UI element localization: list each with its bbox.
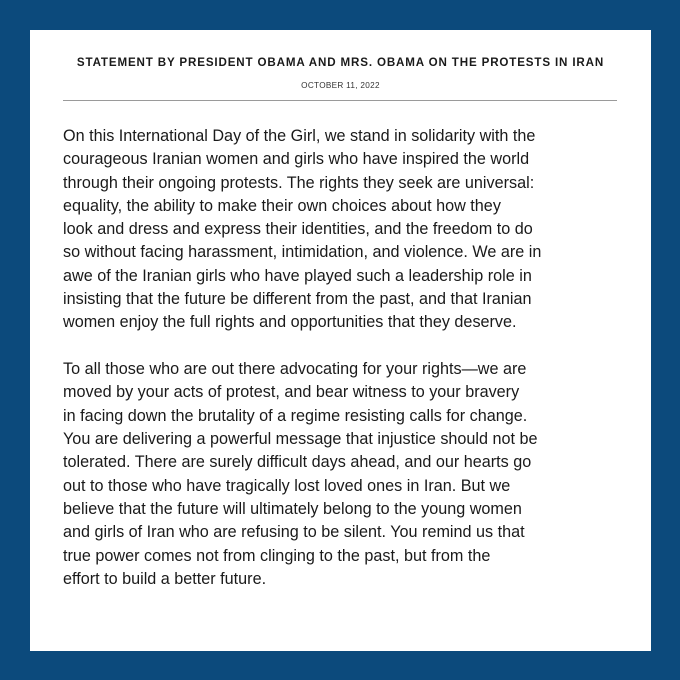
text-line: women enjoy the full rights and opportunities that they deserve. bbox=[63, 313, 517, 332]
text-line: equality, the ability to make their own choices about how they bbox=[63, 196, 501, 215]
text-line: in facing down the brutality of a regime resisting calls for change. bbox=[63, 406, 528, 425]
text-line: awe of the Iranian girls who have played such a leadership role in bbox=[63, 266, 532, 285]
divider bbox=[63, 100, 617, 101]
text-line: On this International Day of the Girl, we stand in solidarity with the bbox=[63, 127, 536, 145]
text-line: so without facing harassment, intimidation, and violence. We are in bbox=[63, 243, 542, 262]
text-line: through their ongoing protests. The rights they seek are universal: bbox=[63, 173, 535, 192]
text-line: look and dress and express their identities, and the freedom to do bbox=[63, 220, 533, 239]
paragraph bbox=[63, 358, 623, 591]
statement-card bbox=[30, 30, 651, 651]
statement-date: OCTOBER 11, 2022 bbox=[301, 81, 380, 90]
text-line: To all those who are out there advocating for your rights—we are bbox=[63, 360, 527, 379]
text-line: You are delivering a powerful message that injustice should not be bbox=[63, 430, 538, 449]
text-line: and girls of Iran who are refusing to be silent. You remind us that bbox=[63, 523, 525, 542]
statement-title: STATEMENT BY PRESIDENT OBAMA AND MRS. OBAMA ON THE PROTESTS IN IRAN bbox=[76, 56, 605, 69]
text-line: true power comes not from clinging to the past, but from the bbox=[63, 546, 491, 565]
text-line: effort to build a better future. bbox=[63, 569, 267, 588]
paragraph bbox=[63, 125, 623, 335]
statement-body bbox=[63, 125, 623, 615]
text-line: out to those who have tragically lost loved ones in Iran. But we bbox=[63, 476, 511, 495]
text-line: insisting that the future be different from the past, and that Iranian bbox=[63, 290, 532, 309]
text-line: tolerated. There are surely difficult days ahead, and our hearts go bbox=[63, 453, 532, 472]
text-line: believe that the future will ultimately belong to the young women bbox=[63, 499, 522, 518]
text-line: moved by your acts of protest, and bear witness to your bravery bbox=[63, 383, 520, 402]
text-line: courageous Iranian women and girls who have inspired the world bbox=[63, 150, 530, 169]
